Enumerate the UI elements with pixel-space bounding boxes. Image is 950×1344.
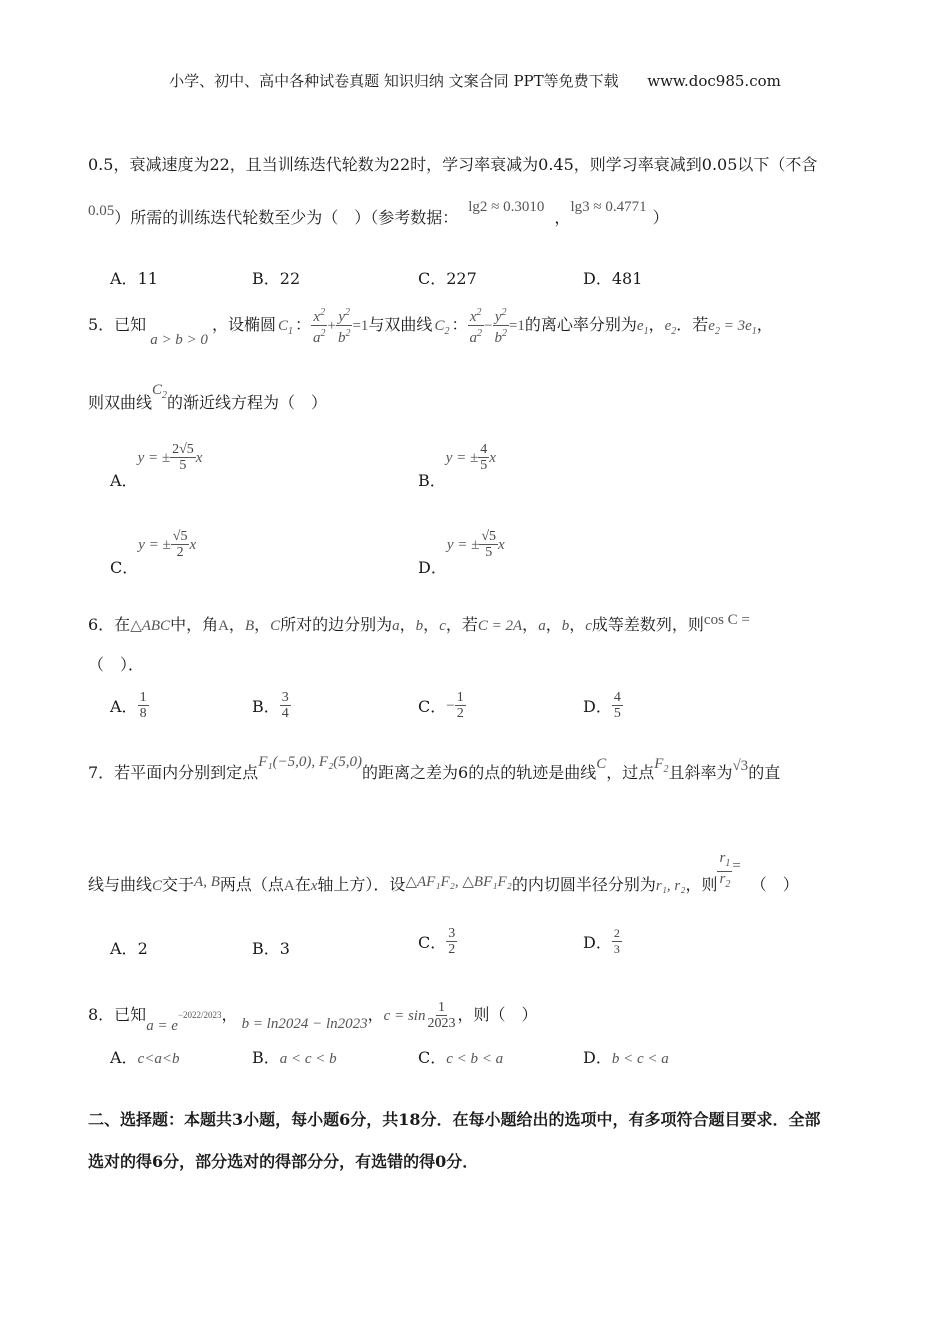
header-text: 小学、初中、高中各种试卷真题 知识归纳 文案合同 PPT等免费下载: [169, 72, 619, 90]
q7-option-c[interactable]: C． $\frac{3}{2}$: [418, 926, 456, 957]
q5-stem: 5．已知a > b > 0，设椭圆 $C_1$ ： $\frac{x^2}{a^2}$ + $\frac{y^2}{b^2}$ =1与双曲线 $C_2$ ： $\frac{x^2}{a^2}$ − $\frac{y^2}{b^2}$ =1的离心率分别为$e_1$，$e_2$．若$e_2 = 3e_1$，: [88, 307, 773, 348]
q7-option-d[interactable]: D． $\frac{2}{3}$: [583, 926, 620, 956]
q8-stem: 8．已知a = e−2022/2023， b = ln2024 − ln2023，c = sin $\frac{1}{2023}$ ，则（ ）: [88, 1000, 538, 1034]
q4-value-005: 0.05: [88, 203, 115, 219]
q4-option-b[interactable]: B．22: [252, 269, 301, 288]
q5-c1: $C_1$: [277, 318, 293, 337]
q5-condition: a > b > 0: [150, 332, 208, 348]
q6-option-a[interactable]: A． $\frac{1}{8}$: [110, 690, 147, 721]
q5-text2: 与双曲线: [368, 315, 433, 334]
q5-c2-ref: $C_2$: [152, 382, 168, 401]
q4-question-text: ）所需的训练迭代轮数至少为（ ）（参考数据：: [114, 208, 459, 227]
q7-option-b[interactable]: B．3: [252, 939, 290, 958]
q7-stem: 7．若平面内分别到定点F₁(−5,0), F₂(5,0)的距离之差为6的点的轨迹是曲线C，过点$F_2$且斜率为√3的直: [88, 754, 781, 782]
q8-a-def: a = e: [146, 1018, 178, 1034]
q4-option-a[interactable]: A．11: [110, 269, 158, 288]
q8-b-def: b = ln2024 − ln2023: [241, 1016, 368, 1032]
q8-exponent: −2022/2023: [177, 1010, 222, 1020]
q8-option-c[interactable]: C．c < b < a: [418, 1048, 504, 1067]
q4-close: ）: [652, 208, 669, 227]
q8-c-frac: $\frac{1}{2023}$: [427, 1000, 456, 1031]
q6-option-d[interactable]: D． $\frac{4}{5}$: [583, 690, 621, 721]
q5-option-d[interactable]: D．y = ± $\frac{√5}{5}$ x: [418, 529, 505, 577]
q4-option-c[interactable]: C．227: [418, 269, 477, 288]
q4-line1: 0.5，衰减速度为22，且当训练迭代轮数为22时，学习率衰减为0.45，则学习率衰减到0.05以下（不含: [88, 155, 818, 174]
q5-relation: $e_2 = 3e_1$: [708, 318, 757, 337]
page-header: [0, 70, 950, 91]
q6-stem: 6．在△ABC中，角A，B，C所对的边分别为a，b，c，若C = 2A，a，b，c成等差数列，则cos C =: [88, 612, 750, 634]
section2-line2: 选对的得6分，部分选对的得部分分，有选错的得0分．: [88, 1152, 479, 1171]
q5-ellipse-y: $\frac{y^2}{b^2}$: [337, 307, 351, 346]
q5-hyper-x: $\frac{x^2}{a^2}$: [469, 307, 482, 346]
q8-option-a[interactable]: A．c<a<b: [110, 1048, 180, 1067]
q5-text3: 的离心率分别为: [524, 315, 637, 334]
q4-comma: ，: [554, 208, 571, 227]
q7-ratio: $\frac{r_1}{r_2}$: [719, 850, 731, 890]
q4-option-d[interactable]: D．481: [583, 269, 643, 288]
q6-option-c[interactable]: C．− $\frac{1}{2}$: [418, 690, 464, 721]
q8-c-def: c = sin: [383, 1008, 426, 1024]
q6-condition: C = 2A: [477, 618, 523, 634]
q8-option-b[interactable]: B．a < c < b: [252, 1048, 337, 1067]
q5-option-a[interactable]: A．y = ± $\frac{2√5}{5}$ x: [110, 442, 203, 490]
q6-triangle: △ABC: [130, 618, 171, 634]
q5-option-c[interactable]: C．y = ± $\frac{√5}{2}$ x: [110, 529, 197, 577]
q6-line2: （ ）．: [88, 655, 145, 674]
q7-radii: r₁, r₂: [655, 878, 686, 894]
q5-line2: [88, 382, 328, 420]
q4-lg2: lg2 ≈ 0.3010: [468, 199, 545, 215]
header-url[interactable]: www.doc985.com: [647, 72, 781, 90]
q5-text1: ，设椭圆: [211, 315, 276, 334]
section2-line1: 二、选择题：本题共3小题，每小题6分，共18分．在每小题给出的选项中，有多项符合题目要求．全部: [88, 1110, 821, 1129]
q7-option-a[interactable]: A．2: [110, 939, 148, 958]
q5-c2: $C_2$: [434, 318, 450, 337]
q5-line2-post: 的渐近线方程为（ ）: [167, 393, 328, 412]
q5-prefix: 5．已知: [88, 315, 147, 334]
q5-e2: $e_2$: [664, 318, 677, 337]
q7-slope: √3: [732, 758, 749, 774]
q5-hyper-y: $\frac{y^2}{b^2}$: [494, 307, 507, 346]
q6-ask: cos C =: [703, 612, 750, 628]
q5-option-b[interactable]: B．y = ± $\frac{4}{5}$ x: [418, 442, 496, 490]
q7-line2: 线与曲线C交于A, B两点（点A在x轴上方）．设△AF₁F₂, △BF₁F₂的内切圆半径分别为r₁, r₂，则 $\frac{r_1}{r_2}$ =（ ）: [88, 850, 799, 894]
q4-lg3: lg3 ≈ 0.4771: [570, 199, 647, 215]
q7-triangles: △AF₁F₂, △BF₁F₂: [405, 874, 512, 890]
q5-e1: $e_1$: [636, 318, 649, 337]
q5-text4: ．若: [676, 315, 709, 334]
q5-line2-pre: 则双曲线: [88, 393, 153, 412]
q8-option-d[interactable]: D．b < c < a: [583, 1048, 669, 1067]
q5-ellipse-x: $\frac{x^2}{a^2}$: [312, 307, 326, 346]
q6-option-b[interactable]: B． $\frac{3}{4}$: [252, 690, 289, 721]
q7-points: F₁(−5,0), F₂(5,0): [258, 754, 363, 770]
q4-line2: [88, 199, 669, 229]
